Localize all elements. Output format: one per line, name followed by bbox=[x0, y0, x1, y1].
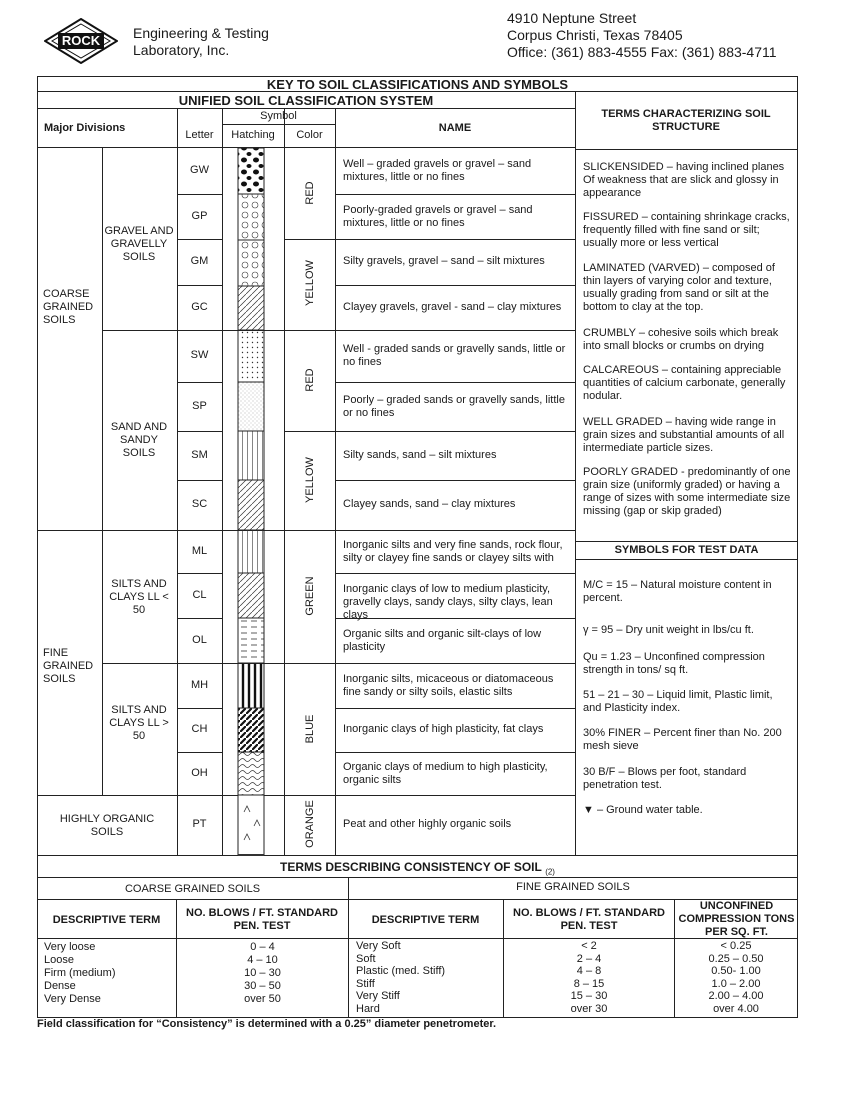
fine-blows: over 30 bbox=[570, 1002, 608, 1015]
row-name: Inorganic clays of high plasticity, fat clays bbox=[343, 723, 544, 735]
sub-silts-low: SILTS AND CLAYS LL < 50 bbox=[109, 578, 169, 616]
structure-term-item bbox=[583, 416, 793, 455]
row-name: Clayey gravels, gravel - sand – clay mixtures bbox=[343, 300, 562, 313]
test-symbol-item: 51 – 21 – 30 – Liquid limit, Plastic limit, and Plasticity index. bbox=[583, 689, 773, 714]
row-name: Inorganic silts, micaceous or diatomaceous fine sandy or silty soils, elastic silts bbox=[343, 672, 554, 698]
test-symbol-item: γ = 95 – Dry unit weight in lbs/cu ft. bbox=[583, 624, 754, 636]
row-letter: GW bbox=[190, 164, 209, 176]
fine-term: Very Stiff bbox=[356, 990, 400, 1002]
structure-term-item bbox=[583, 161, 793, 200]
header-major-divisions: Major Divisions bbox=[44, 122, 126, 134]
color-green: GREEN bbox=[304, 576, 316, 616]
fine-uc-header: UNCONFINED COMPRESSION TONS PER SQ. FT. bbox=[678, 900, 795, 938]
company-name-line1: Engineering & Testing bbox=[133, 25, 269, 41]
row-letter: PT bbox=[192, 818, 207, 830]
test-symbols-title: SYMBOLS FOR TEST DATA bbox=[614, 544, 759, 556]
test-symbol-item: 30% FINER – Percent finer than No. 200 mesh sieve bbox=[583, 727, 782, 752]
coarse-grained-title: COARSE GRAINED SOILS bbox=[124, 883, 261, 895]
coarse-term-header: DESCRIPTIVE TERM bbox=[52, 914, 161, 926]
structure-term: LAMINATED (VARVED) bbox=[583, 262, 700, 274]
fine-blows: 4 – 8 bbox=[576, 965, 602, 977]
sub-sand: SAND AND SANDY SOILS bbox=[110, 421, 168, 459]
structure-desc: – having inclined planes Of weakness that are slick and glossy in appearance bbox=[583, 161, 785, 199]
sub-silts-high: SILTS AND CLAYS LL > 50 bbox=[109, 704, 169, 742]
fine-uc: over 4.00 bbox=[713, 1002, 759, 1015]
row-name: Peat and other highly organic soils bbox=[343, 818, 512, 830]
structure-desc: – composed of thin layers of varying color and texture, usually grading from sand or silt at the bottom to clay at the top. bbox=[583, 262, 775, 313]
structure-desc: – containing shrinkage cracks, frequently filled with fine sand or silt; usually more or less vertical bbox=[583, 211, 790, 249]
row-name: Well – graded gravels or gravel – sand mixtures, little or no fines bbox=[343, 158, 532, 183]
structure-desc: – containing appreciable quantities of calcium carbonate, generally nodular. bbox=[583, 364, 786, 402]
row-letter: MH bbox=[190, 678, 209, 691]
row-letter: OL bbox=[192, 633, 207, 646]
fine-blows: 15 – 30 bbox=[570, 990, 608, 1002]
fine-uc: 2.00 – 4.00 bbox=[708, 990, 764, 1002]
row-letter: SM bbox=[191, 448, 208, 461]
coarse-term: Firm (medium) bbox=[44, 967, 116, 979]
test-symbol-item: ▼ – Ground water table. bbox=[583, 804, 703, 816]
structure-term: POORLY GRADED bbox=[583, 466, 678, 478]
row-letter: ML bbox=[191, 544, 208, 557]
color-yellow-gravel: YELLOW bbox=[304, 260, 316, 306]
coarse-blows: 30 – 50 bbox=[244, 980, 281, 992]
fine-term: Hard bbox=[356, 1002, 380, 1015]
header-hatching: Hatching bbox=[231, 129, 275, 141]
structure-term: CRUMBLY bbox=[583, 327, 636, 339]
row-letter: GC bbox=[191, 300, 208, 313]
row-letter: CH bbox=[191, 723, 208, 735]
structure-title: TERMS CHARACTERIZING SOIL STRUCTURE bbox=[601, 108, 771, 133]
fine-grained-title: FINE GRAINED SOILS bbox=[516, 881, 630, 893]
footnote: Field classification for “Consistency” is determined with a 0.25” diameter penetrometer. bbox=[37, 1018, 497, 1030]
fine-term-header: DESCRIPTIVE TERM bbox=[371, 914, 480, 926]
row-name: Silty gravels, gravel – sand – silt mixtures bbox=[343, 255, 545, 267]
structure-desc: – having wide range in grain sizes and substantial amounts of all intermediate particle sizes. bbox=[583, 416, 785, 454]
fine-uc: 0.50- 1.00 bbox=[711, 965, 761, 977]
coarse-term: Loose bbox=[44, 954, 74, 966]
coarse-blows: 10 – 30 bbox=[244, 967, 281, 979]
major-organic: HIGHLY ORGANIC SOILS bbox=[59, 813, 155, 838]
address-line1: 4910 Neptune Street bbox=[507, 10, 637, 26]
row-letter: GP bbox=[191, 209, 208, 222]
fine-blows: 2 – 4 bbox=[576, 952, 602, 965]
test-symbol-item: 30 B/F – Blows per foot, standard penetration test. bbox=[583, 766, 747, 791]
row-name: Inorganic silts and very fine sands, rock flour, silty or clayey fine sands or clayey silts with bbox=[343, 538, 563, 564]
structure-term: SLICKENSIDED bbox=[583, 161, 664, 173]
color-yellow-sand: YELLOW bbox=[304, 457, 316, 503]
color-blue: BLUE bbox=[304, 714, 316, 744]
structure-term: WELL GRADED bbox=[583, 416, 663, 428]
test-symbol-item: M/C = 15 – Natural moisture content in percent. bbox=[583, 579, 772, 604]
fine-uc: 0.25 – 0.50 bbox=[708, 952, 764, 965]
phone-line: Office: (361) 883-4555 Fax: (361) 883-4711 bbox=[507, 44, 777, 60]
structure-term-item bbox=[583, 327, 793, 353]
fine-term: Very Soft bbox=[356, 940, 401, 952]
coarse-blows: 0 – 4 bbox=[250, 941, 275, 953]
row-name: Silty sands, sand – silt mixtures bbox=[343, 448, 497, 461]
row-letter: SP bbox=[192, 399, 207, 412]
structure-desc: - predominantly of one grain size (uniformly graded) or having a range of sizes with some intermediate size missing (gap or skip graded) bbox=[583, 466, 791, 517]
structure-desc: – cohesive soils which break into small blocks or crumbs on drying bbox=[583, 327, 779, 352]
structure-term: FISSURED bbox=[583, 211, 639, 223]
row-letter: SW bbox=[190, 349, 209, 361]
fine-blows: < 2 bbox=[581, 940, 597, 952]
coarse-blows: over 50 bbox=[244, 993, 281, 1005]
row-letter: GM bbox=[190, 255, 209, 267]
row-name: Poorly – graded sands or gravelly sands, little or no fines bbox=[343, 393, 565, 419]
header-name: NAME bbox=[438, 122, 472, 134]
row-letter: CL bbox=[192, 588, 207, 601]
row-name: Organic silts and organic silt-clays of low plasticity bbox=[343, 627, 542, 653]
fine-term: Soft bbox=[356, 952, 376, 965]
header-color: Color bbox=[296, 129, 323, 141]
structure-term-item bbox=[583, 466, 793, 518]
sub-gravel: GRAVEL AND GRAVELLY SOILS bbox=[104, 225, 174, 263]
page-title: KEY TO SOIL CLASSIFICATIONS AND SYMBOLS bbox=[266, 77, 569, 92]
structure-term-item bbox=[583, 262, 793, 314]
row-name: Organic clays of medium to high plasticity, organic silts bbox=[343, 760, 548, 786]
major-fine: FINE GRAINED SOILS bbox=[43, 647, 94, 685]
consistency-title-sub: (2) bbox=[545, 867, 555, 877]
coarse-term: Very loose bbox=[44, 941, 96, 953]
row-name: Well - graded sands or gravelly sands, little or no fines bbox=[343, 343, 566, 368]
fine-term: Plastic (med. Stiff) bbox=[356, 965, 446, 977]
row-name: Inorganic clays of low to medium plasticity, gravelly clays, sandy clays, silty clays, lean clays bbox=[343, 582, 553, 621]
consistency-title: TERMS DESCRIBING CONSISTENCY OF SOIL bbox=[280, 860, 542, 874]
color-red-gravel: RED bbox=[304, 181, 316, 205]
color-orange: ORANGE bbox=[304, 800, 316, 848]
structure-term-item bbox=[583, 364, 793, 403]
row-letter: OH bbox=[191, 766, 208, 779]
header-symbol: Symbol bbox=[260, 110, 297, 122]
coarse-term: Dense bbox=[44, 980, 76, 992]
row-name: Poorly-graded gravels or gravel – sand mixtures, little or no fines bbox=[343, 203, 533, 229]
fine-uc: 1.0 – 2.00 bbox=[711, 977, 761, 990]
coarse-term: Very Dense bbox=[44, 993, 101, 1005]
color-red-sand: RED bbox=[304, 368, 316, 392]
consistency-title-wrap bbox=[37, 860, 798, 876]
address-line2: Corpus Christi, Texas 78405 bbox=[507, 27, 683, 43]
coarse-blows-header: NO. BLOWS / FT. STANDARD PEN. TEST bbox=[186, 907, 338, 932]
test-symbol-item: Qu = 1.23 – Unconfined compression strength in tons/ sq ft. bbox=[583, 651, 765, 676]
fine-uc: < 0.25 bbox=[720, 940, 752, 952]
header-letter: Letter bbox=[185, 129, 214, 141]
uscs-title: UNIFIED SOIL CLASSIFICATION SYSTEM bbox=[178, 93, 434, 108]
structure-term-item bbox=[583, 211, 793, 250]
logo-text: ROCK bbox=[61, 33, 101, 48]
coarse-blows: 4 – 10 bbox=[247, 954, 278, 966]
company-name-line2: Laboratory, Inc. bbox=[133, 42, 230, 58]
fine-blows: 8 – 15 bbox=[573, 977, 605, 990]
fine-term: Stiff bbox=[356, 977, 375, 990]
row-letter: SC bbox=[191, 498, 208, 510]
major-coarse: COARSE GRAINED SOILS bbox=[43, 288, 94, 326]
row-name: Clayey sands, sand – clay mixtures bbox=[343, 498, 516, 510]
fine-blows-header: NO. BLOWS / FT. STANDARD PEN. TEST bbox=[513, 907, 665, 932]
structure-term: CALCAREOUS bbox=[583, 364, 659, 376]
